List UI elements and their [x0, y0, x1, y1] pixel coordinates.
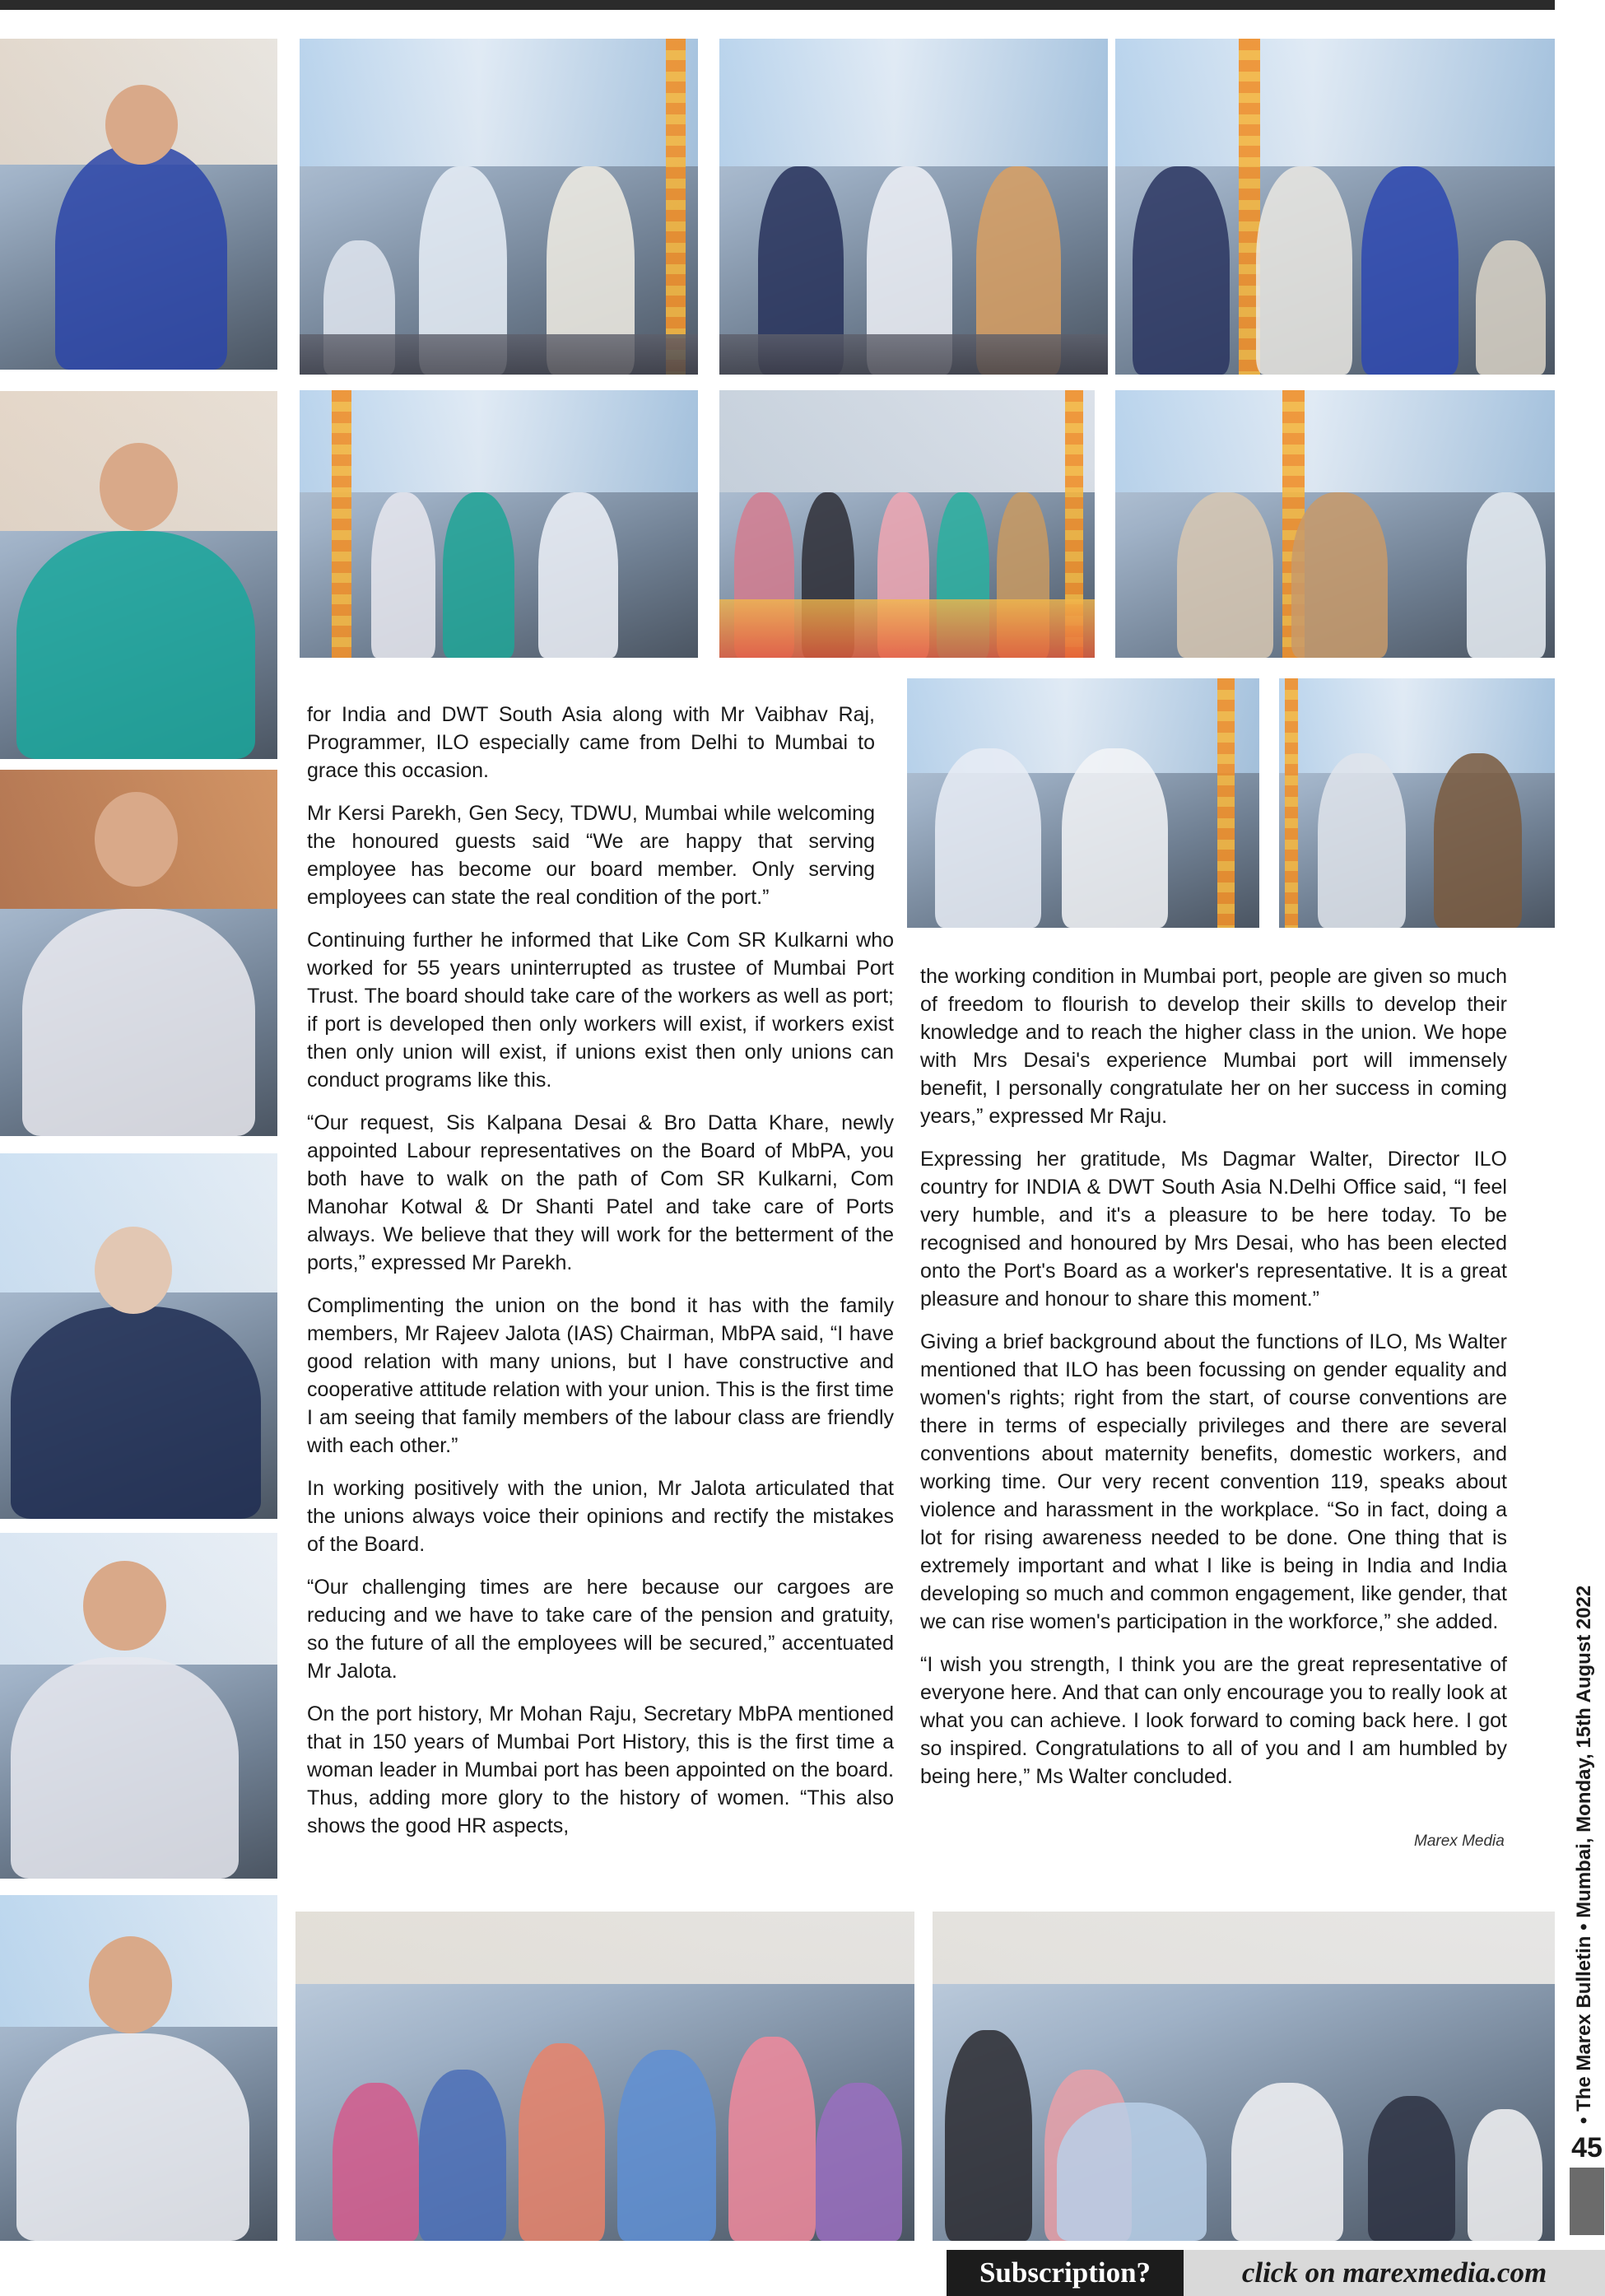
article-paragraph: Mr Kersi Parekh, Gen Secy, TDWU, Mumbai while welcoming the honoured guests said “We are happy that serving employee has become our board member. Only serving employees can state the real condition of the port.”: [307, 802, 875, 909]
article-paragraph: “I wish you strength, I think you are the great representative of everyone here. And that can only encourage you to really look at what you can achieve. I look forward to coming back here. I got so inspired. Congratulations to all of you and I am humbled by being here,” Ms Walter concluded.: [920, 1653, 1507, 1788]
article-paragraph: Continuing further he informed that Like Com SR Kulkarni who worked for 55 years uninterrupted as trustee of Mumbai Port Trust. The board should take care of the workers as well as port; if port is developed then only workers will exist, if workers exist then only union will exist, if unions exist then only unions can conduct programs like this.: [307, 929, 894, 1092]
photo-felicitation-2: [719, 39, 1108, 375]
top-rule: [0, 0, 1555, 10]
article-paragraph: On the port history, Mr Mohan Raju, Secretary MbPA mentioned that in 150 years of Mumbai Port History, this is the first time a woman leader in Mumbai port has been appointed on the board. Thus, adding more glory to the history of women. “This also shows the good HR aspects,: [307, 1702, 894, 1837]
photo-speaker-4: [0, 1153, 277, 1519]
photo-speaker-3: [0, 770, 277, 1136]
photo-speaker-1: [0, 39, 277, 370]
photo-felicitation-5: [719, 390, 1095, 658]
photo-credit: Marex Media: [1414, 1833, 1505, 1850]
article-paragraph: Expressing her gratitude, Ms Dagmar Walter, Director ILO country for INDIA & DWT South Asia N.Delhi Office said, “I feel very humble, and it's a pleasure to be here today. To be recognised and honoured by Mrs Desai, who has been elected onto the Port's Board as a worker's representative. It is a great pleasure and honour to share this moment.”: [920, 1148, 1507, 1311]
article-column-2: [920, 962, 1507, 1805]
subscription-bar: [947, 2250, 1605, 2296]
running-head: • The Marex Bulletin • Mumbai, Monday, 15th August 2022: [1573, 1585, 1595, 2124]
article-paragraph: “Our request, Sis Kalpana Desai & Bro Datta Khare, newly appointed Labour representatives on the Board of MbPA, you both have to walk on the path of Com SR Kulkarni, Com Manohar Kotwal & Dr Shanti Patel and take care of Ports always. We believe that they will work for the betterment of the ports,” expressed Mr Parekh.: [307, 1111, 894, 1274]
article-paragraph: Complimenting the union on the bond it has with the family members, Mr Rajeev Jalota (IAS) Chairman, MbPA said, “I have good relation with many unions, but I have constructive and cooperative attitude relation with your union. This is the first time I am seeing that family members of the labour class are friendly with each other.”: [307, 1294, 894, 1457]
article-paragraph: for India and DWT South Asia along with Mr Vaibhav Raj, Programmer, ILO especially came from Delhi to Mumbai to grace this occasion.: [307, 703, 875, 782]
article-paragraph: the working condition in Mumbai port, people are given so much of freedom to flourish to develop their skills to develop their knowledge and to reach the higher class in the union. We hope with Mrs Desai's experience Mumbai port will immensely benefit, I personally congratulate her on her success in coming years,” expressed Mr Raju.: [920, 965, 1507, 1128]
photo-felicitation-1: [300, 39, 698, 375]
article-paragraph: In working positively with the union, Mr Jalota articulated that the unions always voice their opinions and rectify the mistakes of the Board.: [307, 1477, 894, 1556]
photo-speaker-6: [0, 1895, 277, 2241]
photo-speaker-2: [0, 391, 277, 759]
article-column-1: [307, 701, 894, 1855]
photo-felicitation-8: [1279, 678, 1555, 928]
article-paragraph: Giving a brief background about the functions of ILO, Ms Walter mentioned that ILO has been focussing on gender equality and women's rights; right from the start, of course conventions are there in terms of especially privileges and there are several conventions about maternity benefits, domestic workers, and working time. Our very recent convention 119, speaks about violence and harassment in the workplace. “So in fact, doing a lot for rising awareness needed to be done. One thing that is extremely important and what I like is being in India and India developing so much and common engagement, like gender, that we can rise women's participation in the workforce,” she added.: [920, 1330, 1507, 1633]
subscription-label: Subscription?: [947, 2250, 1184, 2296]
article-paragraph: “Our challenging times are here because our cargoes are reducing and we have to take care of the pension and gratuity, so the future of all the employees will be secured,” accentuated Mr Jalota.: [307, 1576, 894, 1683]
photo-felicitation-4: [300, 390, 698, 658]
photo-audience-men: [933, 1912, 1555, 2241]
photo-audience-women: [295, 1912, 914, 2241]
subscription-link[interactable]: click on marexmedia.com: [1184, 2250, 1605, 2296]
photo-felicitation-3: [1115, 39, 1555, 375]
photo-speaker-5: [0, 1533, 277, 1879]
photo-felicitation-7: [907, 678, 1259, 928]
photo-felicitation-6: [1115, 390, 1555, 658]
page-number: 45: [1570, 2128, 1604, 2168]
